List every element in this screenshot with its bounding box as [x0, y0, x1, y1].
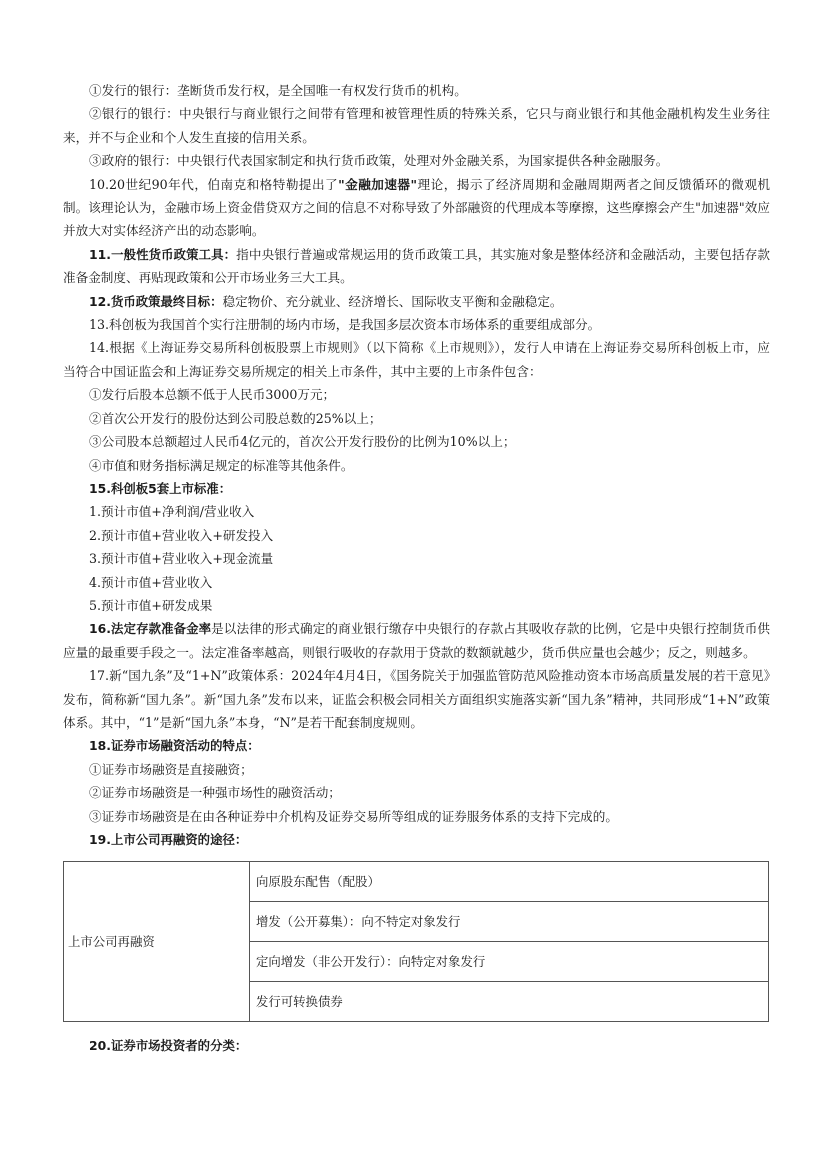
item-14-condition-3: ③公司股本总额超过人民币4亿元的，首次公开发行股份的比例为10%以上；: [89, 434, 516, 450]
item-15-standard-2: 2.预计市值+营业收入+研发投入: [89, 527, 274, 543]
item-12-heading: 12.货币政策最终目标：: [89, 293, 223, 309]
item-18-point-1: ①证券市场融资是直接融资；: [89, 761, 253, 777]
item-14-condition-2: ②首次公开发行的股份达到公司股总数的25%以上；: [89, 410, 382, 426]
refinancing-table: [63, 861, 769, 1022]
central-bank-function-issuing: ①发行的银行：垄断货币发行权，是全国唯一有权发行货币的机构。: [89, 83, 467, 98]
document-body: [63, 79, 770, 1058]
item-16-heading: 16.法定存款准备金率: [89, 621, 212, 637]
item-12: [63, 290, 770, 313]
financial-accelerator-term: "金融加速器": [338, 176, 418, 192]
item-16-text: 是以法律的形式确定的商业银行缴存中央银行的存款占其吸收存款的比例，它是中央银行控制货币供应量的最重要手段之一。法定准备率越高，则银行吸收的存款用于贷款的数额就越少，货币供应量也会越少；反之，则越多。: [63, 621, 770, 660]
item-16: [63, 617, 770, 664]
item-14-condition-1: ①发行后股本总额不低于人民币3000万元；: [89, 387, 336, 403]
item-10: [63, 173, 770, 243]
item-15-standard-3: 3.预计市值+营业收入+现金流量: [89, 551, 274, 567]
item-14: 14.根据《上海证券交易所科创板股票上市规则》（以下简称《上市规则》），发行人申请在上海证券交易所科创板上市，应当符合中国证监会和上海证券交易所规定的相关上市条件，其中主要的上市条件包含：: [63, 340, 770, 379]
refinancing-method-3: 定向增发（非公开发行）：向特定对象发行: [250, 942, 769, 982]
item-12-text: 稳定物价、充分就业、经济增长、国际收支平衡和金融稳定。: [222, 293, 563, 309]
item-14-condition-4: ④市值和财务指标满足规定的标准等其他条件。: [89, 457, 354, 473]
item-11: [63, 243, 770, 290]
refinancing-method-4: 发行可转换债券: [250, 982, 769, 1022]
item-17: 17.新“国九条”及“1+N”政策体系：2024年4月4日，《国务院关于加强监管防范风险推动资本市场高质量发展的若干意见》发布，简称新“国九条”。新“国九条”发布以来，证监会积极会同相关方面组织实施落实新“国九条”精神，共同形成“1+N”政策体系。其中，“1”是新“国九条”本身，“N”是若干配套制度规则。: [63, 668, 770, 730]
item-18-heading: 18.证券市场融资活动的特点：: [89, 738, 260, 754]
item-15-heading: 15.科创板5套上市标准：: [89, 480, 232, 496]
item-10-lead: 10.20世纪90年代，伯南克和格特勒提出了: [89, 176, 339, 192]
item-11-text: 指中央银行普遍或常规运用的货币政策工具，其实施对象是整体经济和金融活动，主要包括存款准备金制度、再贴现政策和公开市场业务三大工具。: [63, 246, 771, 286]
refinancing-method-2: 增发（公开募集）：向不特定对象发行: [250, 902, 769, 942]
item-10-rest: 理论，揭示了经济周期和金融周期两者之间反馈循环的微观机制。该理论认为，金融市场上资金借贷双方之间的信息不对称导致了外部融资的代理成本等摩擦，这些摩擦会产生"加速器"效应并放大对实体经济产出的动态影响。: [63, 176, 771, 239]
central-bank-function-bankers-bank: ②银行的银行：中央银行与商业银行之间带有管理和被管理性质的特殊关系，它只与商业银行和其他金融机构发生业务往来，并不与企业和个人发生直接的信用关系。: [63, 106, 770, 145]
item-20-heading: 20.证券市场投资者的分类：: [89, 1038, 248, 1054]
item-15-standard-1: 1.预计市值+净利润/营业收入: [89, 504, 255, 520]
item-18-point-3: ③证券市场融资是在由各种证券中介机构及证券交易所等组成的证券服务体系的支持下完成的。: [89, 808, 618, 824]
refinancing-category-cell: 上市公司再融资: [64, 862, 250, 1022]
item-19-heading: 19.上市公司再融资的途径：: [89, 832, 248, 847]
refinancing-method-1: 向原股东配售（配股）: [250, 862, 769, 902]
item-15-standard-5: 5.预计市值+研发成果: [89, 597, 213, 613]
table-row: [64, 862, 769, 902]
central-bank-function-government: ③政府的银行：中央银行代表国家制定和执行货币政策，处理对外金融关系，为国家提供各种金融服务。: [89, 153, 669, 169]
spacer: [63, 1022, 770, 1034]
item-11-heading: 11.一般性货币政策工具：: [89, 246, 237, 262]
item-18-point-2: ②证券市场融资是一种强市场性的融资活动；: [89, 785, 341, 801]
item-15-standard-4: 4.预计市值+营业收入: [89, 574, 213, 590]
item-13: 13.科创板为我国首个实行注册制的场内市场，是我国多层次资本市场体系的重要组成部分。: [89, 317, 601, 333]
